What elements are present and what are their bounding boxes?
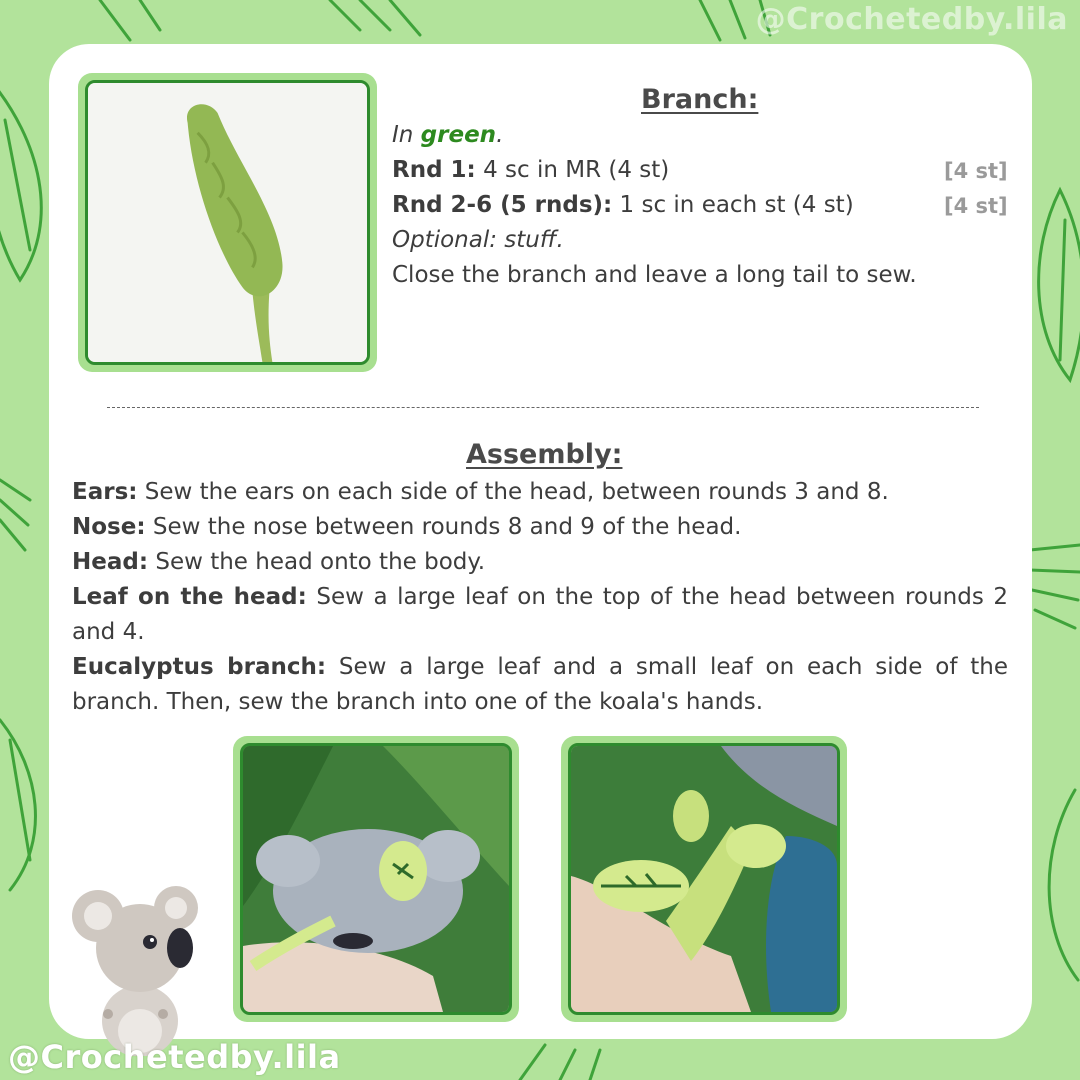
step-label: Leaf on the head: xyxy=(72,584,307,610)
assembly-step xyxy=(72,545,1008,580)
assembly-step xyxy=(72,475,1008,510)
step-text: Sew the ears on each side of the head, between rounds 3 and 8. xyxy=(137,479,889,505)
round-line xyxy=(392,157,669,183)
stitch-count: [4 st] xyxy=(944,159,1008,183)
intro-color-word: green xyxy=(420,122,497,148)
section-divider xyxy=(107,407,979,408)
assembly-step xyxy=(72,650,1008,720)
branch-leaves-photo xyxy=(568,743,840,1015)
assembly-step xyxy=(72,580,1008,650)
step-text: Sew the nose between rounds 8 and 9 of the head. xyxy=(145,514,742,540)
koala-illustration xyxy=(68,886,208,1056)
watermark-bottom: @Crochetedby.lila xyxy=(8,1038,341,1076)
watermark-top: @Crochetedby.lila xyxy=(755,2,1068,37)
assembly-title: Assembly: xyxy=(466,439,623,470)
branch-photo-frame xyxy=(78,73,377,372)
closing-note: Close the branch and leave a long tail to sew. xyxy=(392,262,917,288)
stitch-count: [4 st] xyxy=(944,194,1008,218)
round-line xyxy=(392,192,854,218)
assembly-step xyxy=(72,510,1008,545)
step-text: Sew the head onto the body. xyxy=(148,549,486,575)
step-label: Head: xyxy=(72,549,149,575)
step-label: Nose: xyxy=(72,514,146,540)
round-label: Rnd 2-6 (5 rnds): xyxy=(392,192,613,218)
optional-note: Optional: stuff. xyxy=(392,227,564,253)
round-text: 4 sc in MR (4 st) xyxy=(475,157,670,183)
branch-intro xyxy=(392,122,503,148)
step-label: Eucalyptus branch: xyxy=(72,654,327,680)
round-label: Rnd 1: xyxy=(392,157,476,183)
round-text: 1 sc in each st (4 st) xyxy=(612,192,854,218)
intro-prefix: In xyxy=(392,122,421,148)
branch-leaves-photo-frame xyxy=(561,736,847,1022)
koala-head-photo-frame xyxy=(233,736,519,1022)
koala-head-photo xyxy=(240,743,512,1015)
step-label: Ears: xyxy=(72,479,138,505)
branch-photo xyxy=(85,80,370,365)
step-text: Sew a large leaf and a small leaf on each side of the branch. Then, sew the branch into one of the koala's hands. xyxy=(72,654,1008,715)
branch-title: Branch: xyxy=(641,84,759,115)
step-text: Sew a large leaf on the top of the head between rounds 2 and 4. xyxy=(72,584,1008,645)
intro-suffix: . xyxy=(496,122,504,148)
